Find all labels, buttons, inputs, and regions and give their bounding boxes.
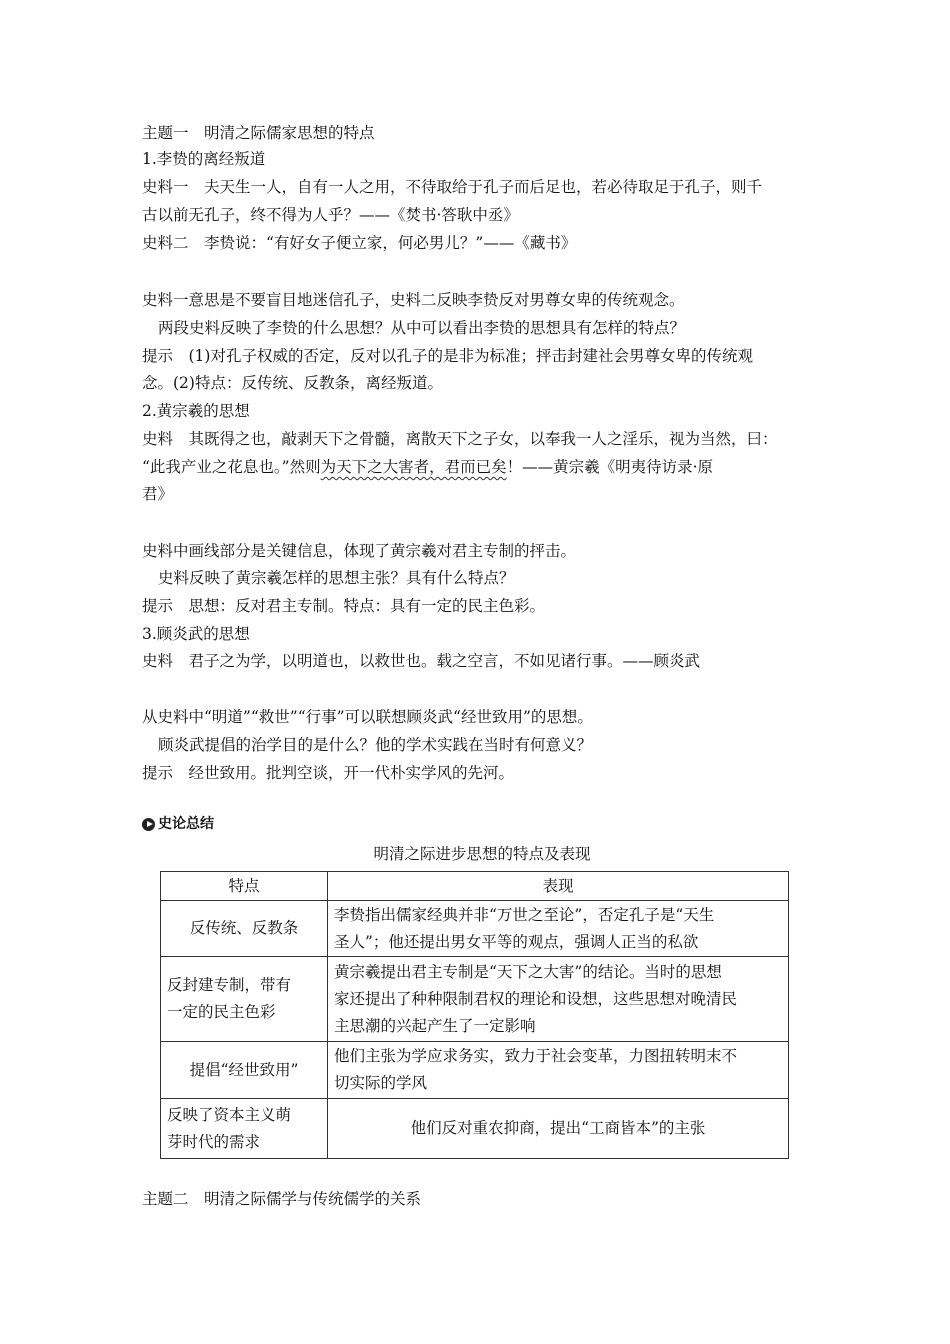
summary-label: 史论总结 — [158, 816, 214, 832]
section2-source-line1: 史料 其既得之也，敲剥天下之骨髓，离散天下之子女，以奉我一人之淫乐，视为当然，曰： — [142, 430, 778, 448]
feature-cell: 提倡“经世致用” — [161, 1042, 328, 1099]
section3-heading: 3.顾炎武的思想 — [142, 625, 250, 643]
section1-heading: 1.李贽的离经叛道 — [142, 150, 266, 168]
header-feature: 特点 — [161, 872, 328, 901]
content-cell: 他们主张为学应求务实，致力于社会变革，力图扭转明末不 切实际的学风 — [328, 1042, 789, 1099]
source-text: “此我产业之花息也。”然则 — [142, 458, 321, 476]
section1-question: 两段史料反映了李贽的什么思想？从中可以看出李贽的思想具有怎样的特点？ — [158, 319, 686, 337]
section1-source1-line1: 史料一 夫天生一人，自有一人之用，不待取给于孔子而后足也，若必待取足于孔子，则千 — [142, 178, 763, 196]
section1-source2: 史料二 李贽说：“有好女子便立家，何必男儿？”——《藏书》 — [142, 234, 577, 252]
topic1-title: 主题一 明清之际儒家思想的特点 — [142, 124, 375, 142]
source-text: ！——黄宗羲《明夷待访录·原 — [506, 458, 714, 476]
content-cell: 李贽指出儒家经典并非“万世之至论”，否定孔子是“天生 圣人”；他还提出男女平等的观点，强调人正当的私欲 — [328, 901, 789, 957]
topic2-title: 主题二 明清之际儒学与传统儒学的关系 — [142, 1190, 422, 1208]
underlined-key-text: 为天下之大害者，君而已矣 — [320, 458, 507, 476]
content-cell: 黄宗羲提出君主专制是“天下之大害”的结论。当时的思想 家还提出了种种限制君权的理论和设想，这些思想对晚清民 主思潮的兴起产生了一定影响 — [328, 957, 789, 1042]
table-row — [161, 901, 789, 957]
table-header-row — [161, 872, 789, 901]
section3-source: 史料 君子之为学，以明道也，以救世也。载之空言，不如见诸行事。——顾炎武 — [142, 652, 701, 670]
section1-analysis: 史料一意思是不要盲目地迷信孔子，史料二反映李贽反对男尊女卑的传统观念。 — [142, 291, 685, 309]
section3-question: 顾炎武提倡的治学目的是什么？他的学术实践在当时有何意义？ — [158, 736, 593, 754]
content-cell: 他们反对重农抑商，提出“工商皆本”的主张 — [328, 1099, 789, 1159]
section2-source-line2 — [142, 454, 713, 480]
section1-source1-line2: 古以前无孔子，终不得为人乎？——《焚书·答耿中丞》 — [142, 206, 519, 224]
section2-analysis: 史料中画线部分是关键信息，体现了黄宗羲对君主专制的抨击。 — [142, 542, 577, 560]
section1-hint-line1: 提示 (1)对孔子权威的否定，反对以孔子的是非为标准；抨击封建社会男尊女卑的传统观 — [142, 347, 753, 365]
table-row — [161, 1042, 789, 1099]
summary-heading — [142, 814, 214, 834]
section1-hint-line2: 念。(2)特点：反传统、反教条，离经叛道。 — [142, 374, 443, 392]
feature-cell: 反传统、反教条 — [161, 901, 328, 957]
section2-question: 史料反映了黄宗羲怎样的思想主张？具有什么特点？ — [158, 569, 515, 587]
section2-source-line3: 君》 — [142, 485, 174, 503]
feature-cell: 反封建专制，带有 一定的民主色彩 — [161, 957, 328, 1042]
section2-hint: 提示 思想：反对君主专制。特点：具有一定的民主色彩。 — [142, 597, 546, 615]
table-row — [161, 957, 789, 1042]
section3-hint: 提示 经世致用。批判空谈，开一代朴实学风的先河。 — [142, 764, 515, 782]
table-title: 明清之际进步思想的特点及表现 — [373, 845, 591, 863]
play-circle-icon — [142, 818, 155, 831]
section2-heading: 2.黄宗羲的思想 — [142, 402, 250, 420]
feature-cell: 反映了资本主义萌 芽时代的需求 — [161, 1099, 328, 1159]
table-row — [161, 1099, 789, 1159]
summary-table — [160, 871, 789, 1159]
header-content: 表现 — [328, 872, 789, 901]
section3-analysis: 从史料中“明道”“救世”“行事”可以联想顾炎武“经世致用”的思想。 — [142, 708, 593, 726]
